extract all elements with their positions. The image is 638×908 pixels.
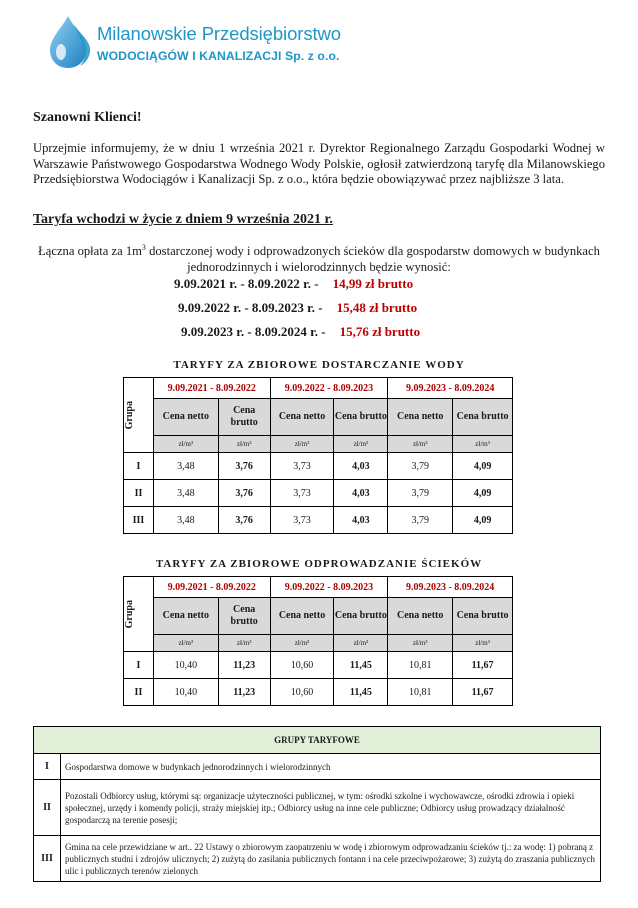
value-cell: 3,73 <box>270 480 334 507</box>
value-cell: 11,67 <box>453 652 513 679</box>
water-tariff-table <box>123 377 513 534</box>
table-header-row <box>124 378 513 399</box>
value-cell: 3,79 <box>388 507 453 534</box>
table-header-row <box>124 598 513 635</box>
group-header-cell <box>124 378 154 453</box>
price-row <box>181 324 420 340</box>
netto-header: Cena netto <box>153 598 218 635</box>
unit-cell: zł/m³ <box>153 635 218 652</box>
table-row <box>124 453 513 480</box>
price-value: 15,76 zł brutto <box>339 324 421 339</box>
brutto-header: Cena brutto <box>453 598 513 635</box>
netto-header: Cena netto <box>270 399 334 436</box>
intro-paragraph: Uprzejmie informujemy, że w dniu 1 września 2021 r. Dyrektor Regionalnego Zarządu Gospodarki Wodnej w Warszawie Państwowego Gospodarstwa Wodnego Wody Polskie, ogłosił zatwierdzoną taryfę dla Milanowskiego Przedsiębiorstwa Wodociągów i Kanalizacji Sp. z o.o., która będzie obowiązywać przez najbliższe 3 lata. <box>33 141 605 187</box>
summary-text-a: Łączna opłata za 1m <box>38 244 142 259</box>
group-description: Pozostali Odbiorcy usług, którymi są: organizacje użyteczności publicznej, w tym: ośrodki szkolne i wychowawcze, ośrodki zdrowia i opieki społecznej, urzędy i komendy policji, straży miejskiej itp.; Odbiorcy usług na inne cele publiczne; Odbiorcy usług prowadzący działalność gospodarczą na terenie posesji; <box>61 780 601 836</box>
sewage-tariff-table <box>123 576 513 706</box>
group-header-label: Grupa <box>124 599 135 629</box>
unit-row <box>124 635 513 652</box>
table-row <box>124 507 513 534</box>
group-cell: III <box>124 507 154 534</box>
summary-sup: 3 <box>141 243 146 252</box>
greeting-heading: Szanowni Klienci! <box>33 110 142 125</box>
tariff-start-heading: Taryfa wchodzi w życie z dniem 9 września 2021 r. <box>33 212 333 227</box>
unit-cell: zł/m³ <box>218 436 270 453</box>
table-row <box>124 652 513 679</box>
unit-cell: zł/m³ <box>453 436 513 453</box>
group-cell: II <box>124 679 154 706</box>
unit-cell: zł/m³ <box>218 635 270 652</box>
period-header: 9.09.2023 - 8.09.2024 <box>388 577 513 598</box>
value-cell: 3,48 <box>153 453 218 480</box>
group-header-cell <box>124 577 154 652</box>
group-cell: I <box>124 453 154 480</box>
price-value: 14,99 zł brutto <box>332 276 414 291</box>
value-cell: 3,73 <box>270 453 334 480</box>
netto-header: Cena netto <box>270 598 334 635</box>
value-cell: 4,03 <box>334 480 388 507</box>
brutto-header: Cena brutto <box>453 399 513 436</box>
unit-cell: zł/m³ <box>453 635 513 652</box>
value-cell: 3,73 <box>270 507 334 534</box>
value-cell: 4,09 <box>453 453 513 480</box>
logo-company-subtitle: WODOCIĄGÓW I KANALIZACJI Sp. z o.o. <box>97 49 340 63</box>
table-header-row <box>124 577 513 598</box>
value-cell: 11,45 <box>334 679 388 706</box>
group-id: III <box>34 836 61 882</box>
group-header-label: Grupa <box>124 400 135 430</box>
price-value: 15,48 zł brutto <box>336 300 418 315</box>
period-header: 9.09.2021 - 8.09.2022 <box>153 577 270 598</box>
water-drop-icon <box>44 14 96 70</box>
brutto-header: Cena brutto <box>334 598 388 635</box>
value-cell: 3,76 <box>218 507 270 534</box>
summary-text-b: dostarczonej wody i odprowadzonych ścieków dla gospodarstw domowych w budynkach jednorodzinnych i wielorodzinnych będzie wynosić: <box>145 244 600 274</box>
group-cell: II <box>124 480 154 507</box>
unit-row <box>124 436 513 453</box>
period-header: 9.09.2022 - 8.09.2023 <box>270 378 388 399</box>
period-header: 9.09.2023 - 8.09.2024 <box>388 378 513 399</box>
value-cell: 11,45 <box>334 652 388 679</box>
group-id: I <box>34 754 61 780</box>
value-cell: 3,76 <box>218 453 270 480</box>
company-logo <box>44 14 344 70</box>
logo-company-name: Milanowskie Przedsiębiorstwo <box>97 23 341 44</box>
value-cell: 11,67 <box>453 679 513 706</box>
netto-header: Cena netto <box>388 399 453 436</box>
unit-cell: zł/m³ <box>270 436 334 453</box>
table-row <box>124 480 513 507</box>
tariff-groups-table <box>33 726 601 882</box>
group-cell: I <box>124 652 154 679</box>
summary-paragraph <box>33 240 605 275</box>
group-description: Gospodarstwa domowe w budynkach jednorodzinnych i wielorodzinnych <box>61 754 601 780</box>
value-cell: 10,40 <box>153 652 218 679</box>
unit-cell: zł/m³ <box>334 635 388 652</box>
group-id: II <box>34 780 61 836</box>
water-table-title: TARYFY ZA ZBIOROWE DOSTARCZANIE WODY <box>173 359 465 371</box>
period-header: 9.09.2021 - 8.09.2022 <box>153 378 270 399</box>
value-cell: 10,81 <box>388 679 453 706</box>
netto-header: Cena netto <box>153 399 218 436</box>
groups-title: GRUPY TARYFOWE <box>34 727 601 754</box>
unit-cell: zł/m³ <box>388 635 453 652</box>
groups-header-row <box>34 727 601 754</box>
table-row <box>124 679 513 706</box>
value-cell: 3,79 <box>388 453 453 480</box>
value-cell: 10,40 <box>153 679 218 706</box>
unit-cell: zł/m³ <box>153 436 218 453</box>
brutto-header: Cena brutto <box>218 399 270 436</box>
value-cell: 4,09 <box>453 507 513 534</box>
value-cell: 4,03 <box>334 507 388 534</box>
price-row <box>174 276 413 292</box>
period-header: 9.09.2022 - 8.09.2023 <box>270 577 388 598</box>
unit-cell: zł/m³ <box>270 635 334 652</box>
value-cell: 4,03 <box>334 453 388 480</box>
value-cell: 4,09 <box>453 480 513 507</box>
price-period: 9.09.2021 r. - 8.09.2022 r. - <box>174 276 319 291</box>
unit-cell: zł/m³ <box>334 436 388 453</box>
group-description: Gmina na cele przewidziane w art.. 22 Ustawy o zbiorowym zaopatrzeniu w wodę i zbiorowym odprowadzaniu ścieków tj.: za wodę: 1) pobraną z publicznych studni i zdrojów ulicznych; 2) zużytą do zasilania publicznych fontann i na cele przeciwpożarowe; 3) zużytą do zraszania publicznych ulic i publicznych terenów zielonych <box>61 836 601 882</box>
value-cell: 11,23 <box>218 652 270 679</box>
table-row <box>34 780 601 836</box>
price-period: 9.09.2022 r. - 8.09.2023 r. - <box>178 300 323 315</box>
table-row <box>34 754 601 780</box>
value-cell: 3,48 <box>153 507 218 534</box>
price-period: 9.09.2023 r. - 8.09.2024 r. - <box>181 324 326 339</box>
brutto-header: Cena brutto <box>334 399 388 436</box>
value-cell: 10,60 <box>270 679 334 706</box>
value-cell: 3,79 <box>388 480 453 507</box>
value-cell: 10,81 <box>388 652 453 679</box>
price-row <box>178 300 417 316</box>
sewage-table-title: TARYFY ZA ZBIOROWE ODPROWADZANIE ŚCIEKÓW <box>155 558 483 570</box>
value-cell: 10,60 <box>270 652 334 679</box>
value-cell: 11,23 <box>218 679 270 706</box>
value-cell: 3,76 <box>218 480 270 507</box>
table-row <box>34 836 601 882</box>
brutto-header: Cena brutto <box>218 598 270 635</box>
value-cell: 3,48 <box>153 480 218 507</box>
table-header-row <box>124 399 513 436</box>
netto-header: Cena netto <box>388 598 453 635</box>
unit-cell: zł/m³ <box>388 436 453 453</box>
